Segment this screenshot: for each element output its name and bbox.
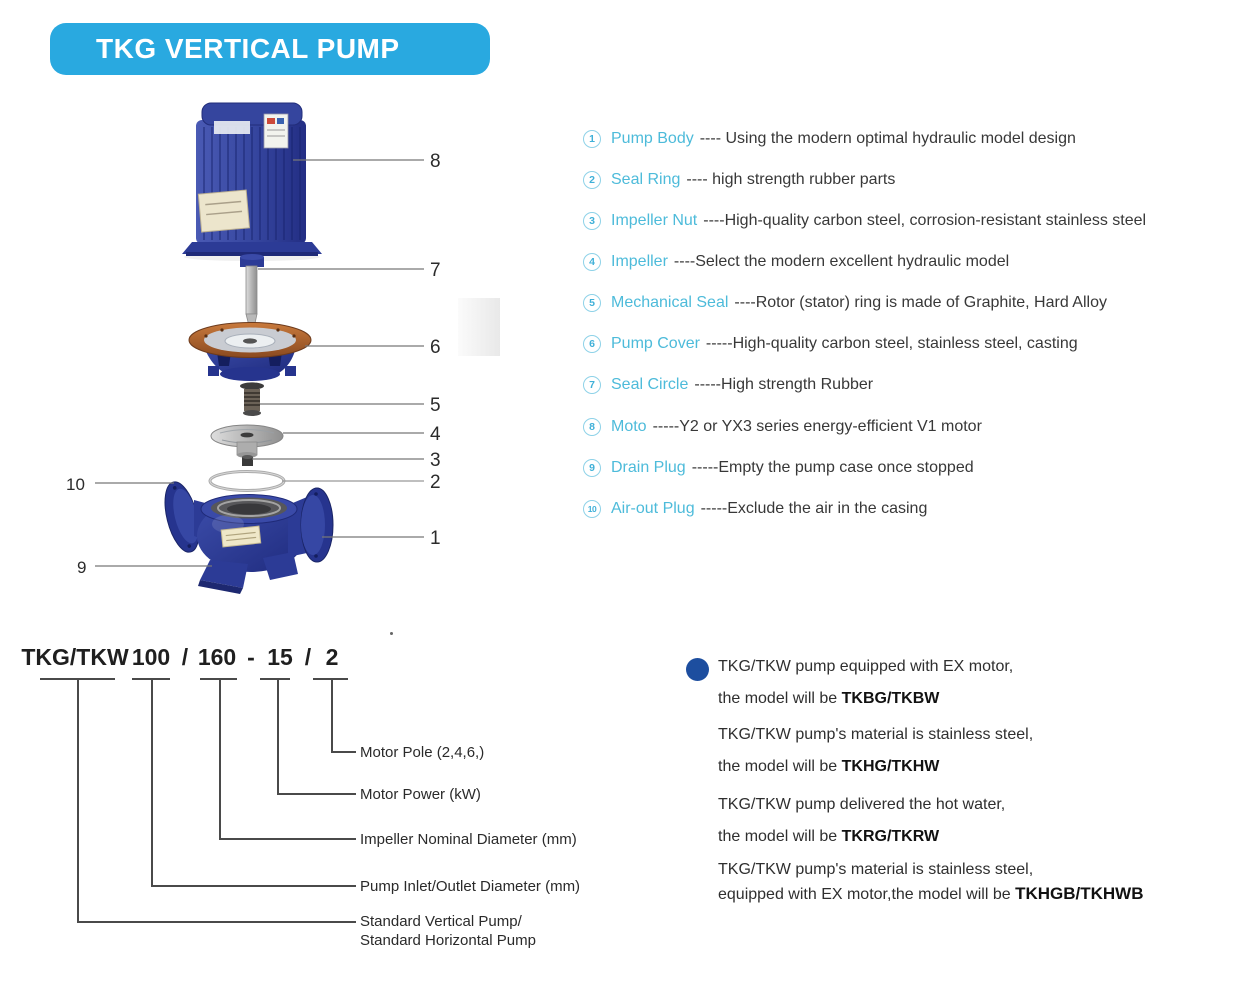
callout-2: 2 [430, 472, 441, 493]
list-item [583, 458, 974, 478]
impeller-nut-illustration [242, 455, 253, 466]
model-label-type-line1: Standard Vertical Pump/ [360, 913, 522, 930]
part-description: ---- high strength rubber parts [686, 171, 896, 188]
note-text [718, 658, 1013, 676]
connector-line [77, 680, 79, 921]
model-label-inlet: Pump Inlet/Outlet Diameter (mm) [360, 878, 581, 895]
item-number-badge: 5 [583, 294, 601, 312]
model-segment-series: TKG/TKW [21, 644, 129, 670]
note-text [718, 796, 1005, 814]
note-line2-prefix: equipped with EX motor,the model will be [718, 886, 1016, 903]
item-number-badge: 7 [583, 376, 601, 394]
part-name: Drain Plug [611, 459, 686, 476]
part-description: -----Empty the pump case once stopped [691, 459, 974, 476]
model-segment-pole: 2 [325, 644, 339, 670]
part-name: Mechanical Seal [611, 294, 729, 311]
item-number-badge: 10 [583, 500, 601, 518]
impeller-illustration [211, 425, 283, 458]
item-number-badge: 9 [583, 459, 601, 477]
part-name: Air-out Plug [611, 500, 695, 517]
item-number-badge: 3 [583, 212, 601, 230]
part-description: ----Rotor (stator) ring is made of Graphite, Hard Alloy [734, 294, 1107, 311]
connector-line [331, 680, 333, 751]
note-model-code: TKBG/TKBW [841, 690, 940, 707]
note-line1: TKG/TKW pump delivered the hot water, [718, 796, 1006, 813]
note-text [718, 758, 939, 776]
model-label-impeller: Impeller Nominal Diameter (mm) [360, 831, 577, 848]
connector-line [331, 751, 356, 753]
list-item [583, 170, 895, 190]
stray-dot [390, 632, 393, 635]
callout-8: 8 [430, 151, 441, 172]
item-number-badge: 4 [583, 253, 601, 271]
item-number-badge: 2 [583, 171, 601, 189]
note-text [718, 726, 1033, 744]
connector-line [77, 921, 356, 923]
pump-body-illustration [159, 478, 333, 594]
list-item [583, 499, 927, 519]
bullet-icon [686, 658, 709, 681]
model-segment-power: 15 [267, 644, 293, 670]
part-description: -----Exclude the air in the casing [700, 500, 928, 517]
note-text [718, 884, 1143, 904]
connector-line [219, 680, 221, 838]
list-item [583, 375, 873, 395]
connector-line [151, 885, 356, 887]
part-name: Impeller [611, 253, 668, 270]
note-model-code: TKHGB/TKHWB [1015, 884, 1144, 903]
part-name: Impeller Nut [611, 212, 698, 229]
part-name: Seal Ring [611, 171, 681, 188]
model-label-power: Motor Power (kW) [360, 786, 481, 803]
list-item [583, 252, 1009, 272]
list-item [583, 211, 1146, 231]
note-text [718, 690, 939, 708]
note-line2-prefix: the model will be [718, 758, 842, 775]
note-line1: TKG/TKW pump's material is stainless steel, [718, 726, 1034, 743]
note-line2-prefix: the model will be [718, 690, 842, 707]
mechanical-seal-illustration [240, 382, 264, 416]
pump-cover-illustration [189, 323, 311, 382]
callout-4: 4 [430, 424, 441, 445]
callout-6: 6 [430, 337, 441, 358]
part-name: Moto [611, 418, 647, 435]
note-line2-prefix: the model will be [718, 828, 842, 845]
part-name: Pump Cover [611, 335, 700, 352]
note-text [718, 861, 1033, 879]
note-model-code: TKRG/TKRW [841, 828, 940, 845]
item-number-badge: 8 [583, 418, 601, 436]
pump-exploded-diagram [0, 0, 500, 630]
transition-arrow-icon [458, 275, 500, 385]
note-model-code: TKHG/TKHW [841, 758, 940, 775]
model-separator: / [304, 644, 312, 670]
note-line1: TKG/TKW pump equipped with EX motor, [718, 658, 1014, 675]
page-title: TKG VERTICAL PUMP [96, 33, 400, 64]
seal-ring-illustration [210, 472, 284, 491]
part-description: -----Y2 or YX3 series energy-efficient V1 motor [652, 418, 982, 435]
part-name: Pump Body [611, 130, 694, 147]
item-number-badge: 6 [583, 335, 601, 353]
underline [260, 678, 290, 680]
list-item [583, 293, 1107, 313]
model-label-type-line2: Standard Horizontal Pump [360, 932, 536, 949]
list-item [583, 129, 1076, 149]
model-separator: / [181, 644, 189, 670]
part-name: Seal Circle [611, 376, 689, 393]
model-label-pole: Motor Pole (2,4,6,) [360, 744, 485, 761]
note-text [718, 828, 939, 846]
connector-line [151, 680, 153, 885]
part-description: ----Select the modern excellent hydraulic model [673, 253, 1010, 270]
callout-1: 1 [430, 528, 441, 549]
connector-line [277, 680, 279, 793]
part-description: ----High-quality carbon steel, corrosion-resistant stainless steel [703, 212, 1147, 229]
callout-9: 9 [77, 558, 87, 577]
connector-line [219, 838, 356, 840]
motor-illustration [182, 103, 322, 261]
note-line1: TKG/TKW pump's material is stainless steel, [718, 861, 1034, 878]
item-number-badge: 1 [583, 130, 601, 148]
part-description: -----High-quality carbon steel, stainless steel, casting [705, 335, 1078, 352]
model-separator: - [247, 644, 255, 670]
callout-5: 5 [430, 395, 441, 416]
list-item [583, 334, 1078, 354]
callout-3: 3 [430, 450, 441, 471]
parts-list [583, 0, 1234, 540]
connector-line [277, 793, 356, 795]
callout-7: 7 [430, 260, 441, 281]
model-segment-inlet: 100 [131, 644, 171, 670]
callout-10: 10 [66, 475, 85, 494]
shaft-illustration [240, 254, 264, 334]
model-segment-impeller: 160 [197, 644, 237, 670]
list-item [583, 417, 982, 437]
part-description: -----High strength Rubber [694, 376, 874, 393]
part-description: ---- Using the modern optimal hydraulic model design [699, 130, 1076, 147]
